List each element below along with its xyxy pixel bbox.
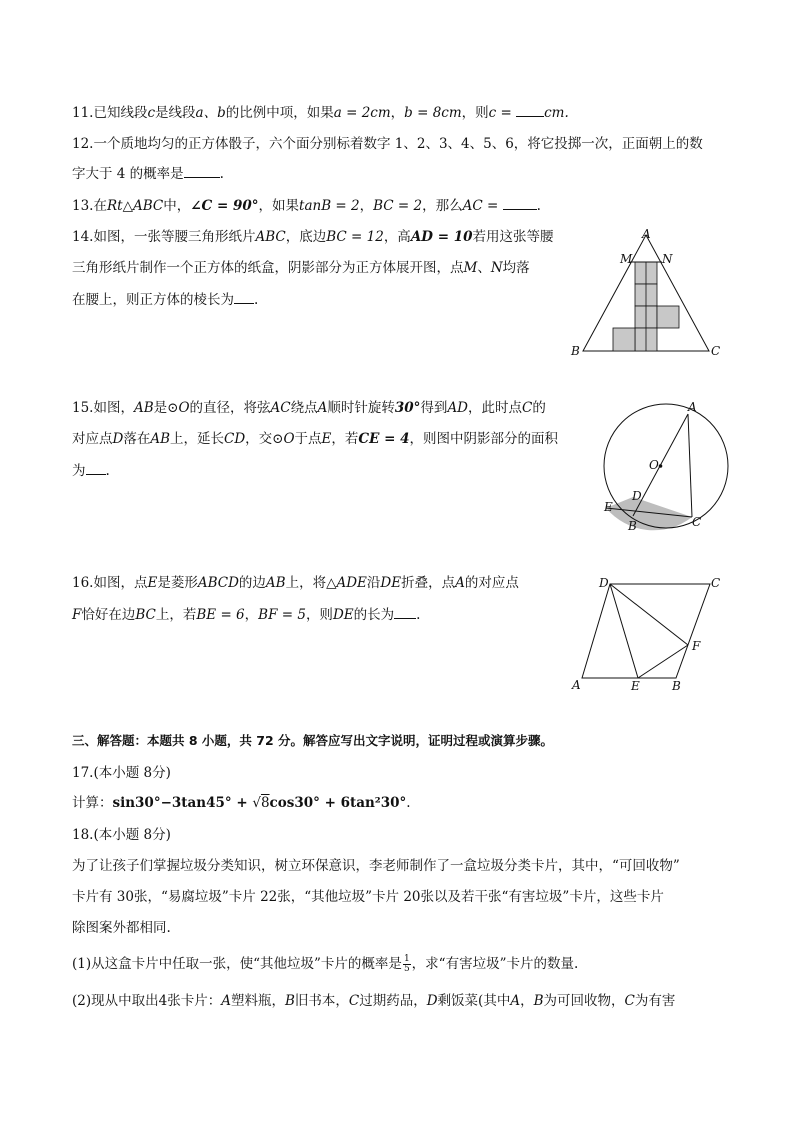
label-f: F [692,639,701,653]
chord-ac [688,414,692,517]
question-18-sub1: (1)从这盒卡片中任取一张，使“其他垃圾”卡片的概率是 $\frac{1}{5}$ ，求“有害垃圾”卡片的数量. [72,954,579,974]
question-18-para2: 卡片有 30张，“易腐垃圾”卡片 22张，“其他垃圾”卡片 20张以及若干张“有害垃圾”卡片，这些卡片 [72,889,664,905]
center-dot [659,464,663,468]
question-17-expression: 计算：sin30°−3tan45° + √8cos30° + 6tan²30°. [72,795,411,811]
segment-ef [638,645,688,678]
figure-14-triangle [565,225,730,360]
label-b: B [628,519,637,533]
question-15-line2: 对应点D落在AB上，延长CD，交⊙O于点E，若CE = 4，则图中阴影部分的面积 [72,431,559,447]
question-15-line1: 15.如图，AB是⊙O的直径，将弦AC绕点A顺时针旋转30°得到AD，此时点C的 [72,400,546,416]
label-c: C [711,576,721,590]
question-18-head: 18.(本小题 8分) [72,827,171,843]
question-18-para3: 除图案外都相同. [72,920,171,936]
answer-blank[interactable] [516,102,544,117]
question-12-line1: 12.一个质地均匀的正方体骰子，六个面分别标着数字 1、2、3、4、5、6，将它投掷一次，正面朝上的数 [72,136,703,152]
answer-blank[interactable] [234,289,254,304]
label-b: B [672,679,681,693]
label-a: A [572,678,581,692]
segment-df [610,584,688,645]
question-15-line3: 为 . [72,460,110,481]
label-n: N [662,252,673,266]
answer-blank[interactable] [184,163,220,178]
answer-blank[interactable] [394,604,416,619]
label-a: A [642,227,651,241]
question-18-para1: 为了让孩子们掌握垃圾分类知识，树立环保意识，李老师制作了一盒垃圾分类卡片，其中，“可回收物” [72,858,680,874]
cube-net-shaded [613,262,679,351]
label-e: E [631,679,640,693]
label-c: C [711,344,721,358]
question-14-line1: 14.如图，一张等腰三角形纸片ABC，底边BC = 12，高AD = 10若用这张等腰 [72,229,554,245]
label-m: M [620,252,633,266]
label-e: E [604,500,613,514]
question-14-line2: 三角形纸片制作一个正方体的纸盒，阴影部分为正方体展开图，点M、N均落 [72,260,530,276]
question-12-line2: 字大于 4 的概率是 . [72,163,224,184]
question-17-head: 17.(本小题 8分) [72,765,171,781]
answer-blank[interactable] [86,460,106,475]
segment-de [610,584,638,678]
label-a: A [688,400,697,414]
figure-15-circle [596,396,736,536]
rhombus-abcd [582,584,710,678]
label-o: O [649,458,659,472]
section-3-heading: 三、解答题：本题共 8 小题，共 72 分。解答应写出文字说明，证明过程或演算步骤。 [72,733,554,748]
question-14-line3: 在腰上，则正方体的棱长为 . [72,289,258,310]
question-18-sub2: (2)现从中取出4张卡片：A塑料瓶，B旧书本，C过期药品，D剩饭菜(其中A，B为可回收物，C为有害 [72,993,676,1009]
fraction-one-fifth: $\frac{1}{5}$ [403,954,410,974]
question-13: 13.在Rt△ABC中，∠C = 90°，如果tanB = 2，BC = 2，那么AC = . [72,195,541,216]
question-11: 11.已知线段c是线段a、b的比例中项，如果a = 2cm，b = 8cm，则c = cm. [72,102,569,123]
answer-blank[interactable] [503,195,537,210]
label-d: D [599,576,609,590]
question-16-line2: F恰好在边BC上，若BE = 6，BF = 5，则DE的长为 . [72,604,420,625]
figure-16-rhombus [566,570,730,696]
question-16-line1: 16.如图，点E是菱形ABCD的边AB上，将△ADE沿DE折叠，点A的对应点 [72,575,519,591]
label-d: D [632,489,642,503]
label-c: C [692,515,702,529]
label-b: B [571,344,580,358]
